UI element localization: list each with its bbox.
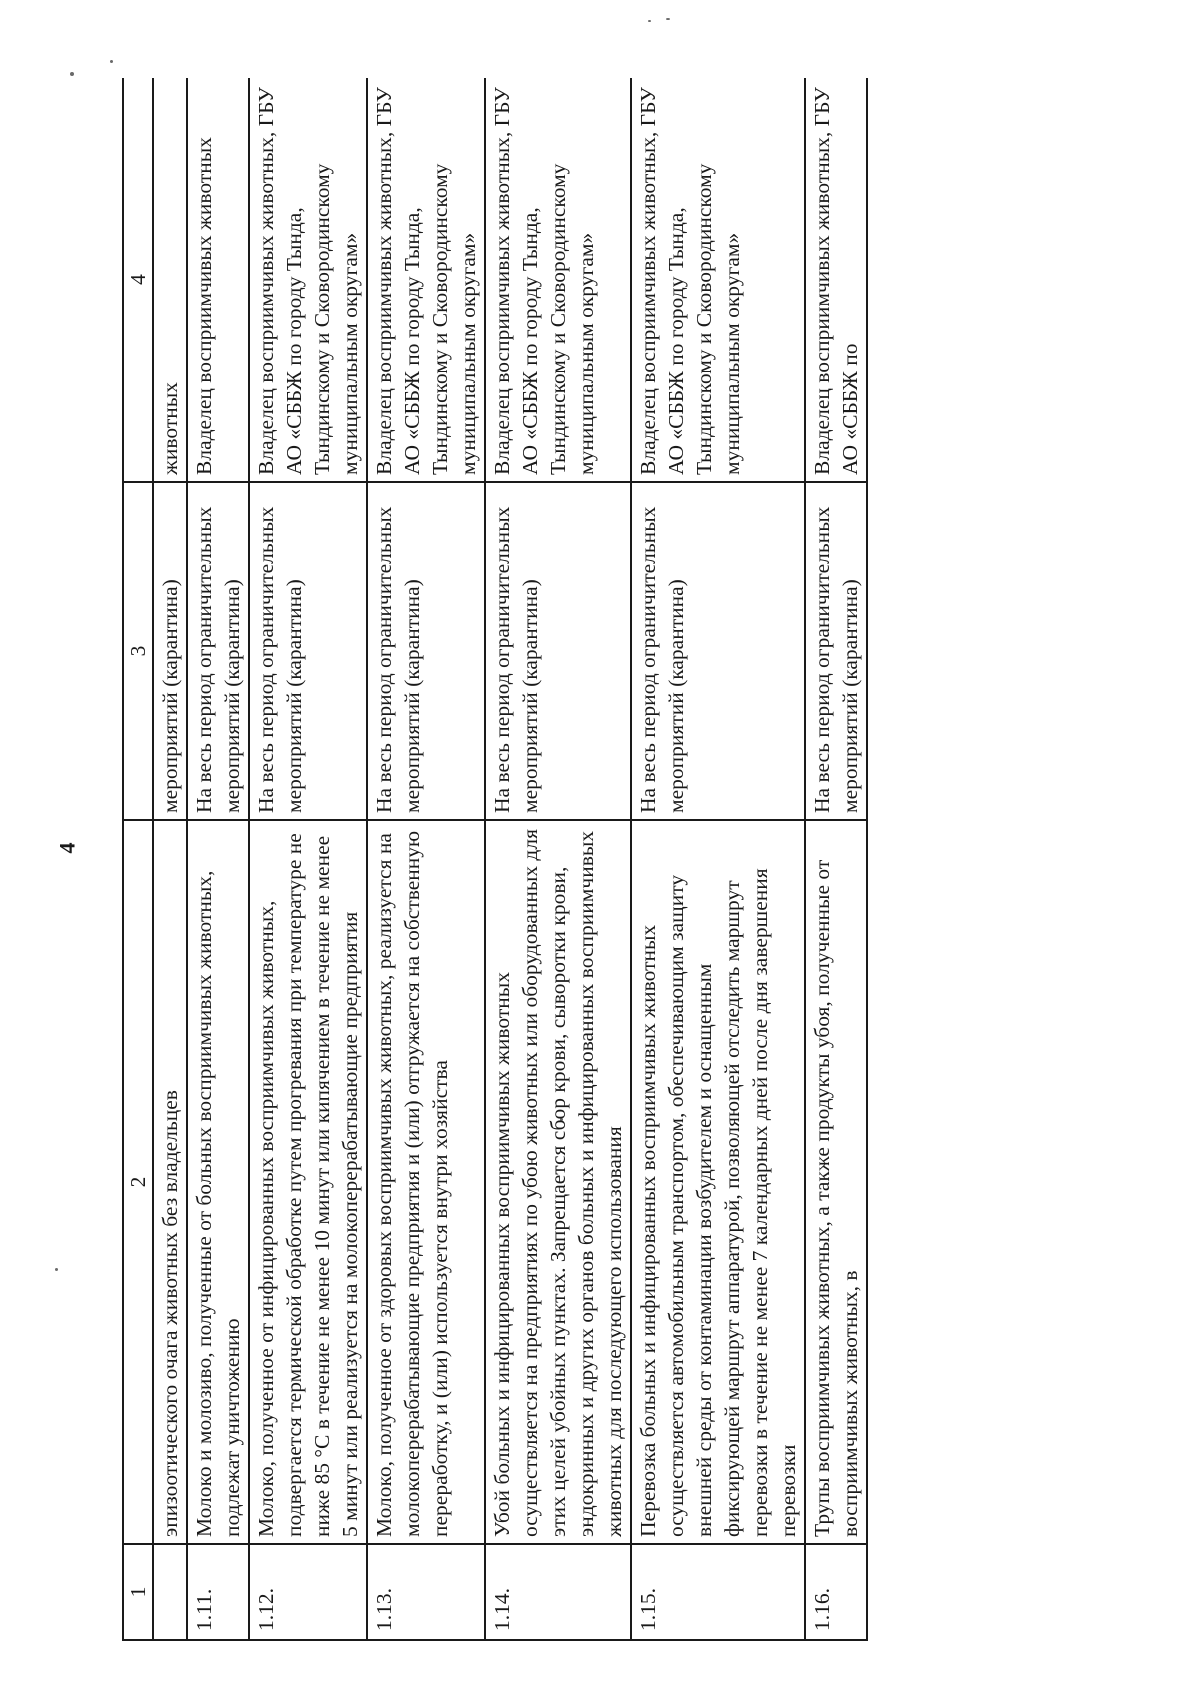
row-number: 1.13.	[367, 1544, 485, 1640]
measure-cell: Молоко, полученное от инфицированных восприимчивых животных, подвергается термической обработке путем прогревания при температуре не ниже 85 °С в течение не менее 10 минут или кипячением в течение не менее 5 минут или реализуется на молокоперерабатывающие предприятия	[249, 820, 367, 1544]
measure-cell: Трупы восприимчивых животных, а также продукты убоя, полученные от восприимчивых животных, в	[805, 820, 867, 1544]
scan-speck	[110, 60, 113, 63]
scan-speck	[70, 72, 74, 76]
responsible-cell: животных	[153, 78, 187, 482]
period-cell: На весь период ограничительных мероприятий (карантина)	[367, 482, 485, 820]
responsible-cell: Владелец восприимчивых животных	[187, 78, 249, 482]
table-row	[367, 78, 485, 1640]
responsible-cell: Владелец восприимчивых животных, ГБУ АО «СББЖ по	[805, 78, 867, 482]
period-cell: На весь период ограничительных мероприятий (карантина)	[249, 482, 367, 820]
measure-cell: эпизоотического очага животных без владельцев	[153, 820, 187, 1544]
period-cell: На весь период ограничительных мероприятий (карантина)	[485, 482, 631, 820]
row-number: 1.14.	[485, 1544, 631, 1640]
table-row	[805, 78, 867, 1640]
period-cell: На весь период ограничительных мероприятий (карантина)	[187, 482, 249, 820]
table-row	[249, 78, 367, 1640]
page-number: 4	[54, 842, 80, 854]
responsible-cell: Владелец восприимчивых животных, ГБУ АО «СББЖ по городу Тында, Тындинскому и Сковородинскому муниципальным округам»	[249, 78, 367, 482]
row-number: 1.11.	[187, 1544, 249, 1640]
table-row	[485, 78, 631, 1640]
row-number: 1.12.	[249, 1544, 367, 1640]
period-cell: На весь период ограничительных мероприятий (карантина)	[631, 482, 805, 820]
table-row	[631, 78, 805, 1640]
header-col-2: 2	[123, 820, 153, 1544]
measures-table	[122, 78, 868, 1641]
header-col-3: 3	[123, 482, 153, 820]
measure-cell: Перевозка больных и инфицированных восприимчивых животных осуществляется автомобильным транспортом, обеспечивающим защиту внешней среды от контаминации возбудителем и оснащенным фиксирующей маршрут аппаратурой, позволяющей отследить маршрут перевозки в течение не менее 7 календарных дней после дня завершения перевозки	[631, 820, 805, 1544]
measure-cell: Убой больных и инфицированных восприимчивых животных осуществляется на предприятиях по убою животных или оборудованных для этих целей убойных пунктах. Запрещается сбор крови, сыворотки крови, эндокринных и других органов больных и инфицированных восприимчивых животных для последующего использования	[485, 820, 631, 1544]
measure-cell: Молоко и молозиво, полученные от больных восприимчивых животных, подлежат уничтожению	[187, 820, 249, 1544]
table-header-row	[123, 78, 153, 1640]
responsible-cell: Владелец восприимчивых животных, ГБУ АО «СББЖ по городу Тында, Тындинскому и Сковородинскому муниципальным округам»	[631, 78, 805, 482]
scan-speck	[648, 20, 651, 22]
period-cell: На весь период ограничительных мероприятий (карантина)	[805, 482, 867, 820]
responsible-cell: Владелец восприимчивых животных, ГБУ АО «СББЖ по городу Тында, Тындинскому и Сковородинскому муниципальным округам»	[485, 78, 631, 482]
measure-cell: Молоко, полученное от здоровых восприимчивых животных, реализуется на молокоперерабатывающие предприятия и (или) отгружается на собственную переработку, и (или) используется внутри хозяйства	[367, 820, 485, 1544]
row-number	[153, 1544, 187, 1640]
scan-speck	[55, 1268, 58, 1271]
table-row	[187, 78, 249, 1640]
responsible-cell: Владелец восприимчивых животных, ГБУ АО «СББЖ по городу Тында, Тындинскому и Сковородинскому муниципальным округам»	[367, 78, 485, 482]
header-col-4: 4	[123, 78, 153, 482]
scan-speck	[666, 18, 670, 20]
table-row	[153, 78, 187, 1640]
row-number: 1.15.	[631, 1544, 805, 1640]
header-col-1: 1	[123, 1544, 153, 1640]
row-number: 1.16.	[805, 1544, 867, 1640]
rotated-page	[122, 78, 1089, 1641]
table-landscape	[122, 78, 1089, 1641]
period-cell: мероприятий (карантина)	[153, 482, 187, 820]
